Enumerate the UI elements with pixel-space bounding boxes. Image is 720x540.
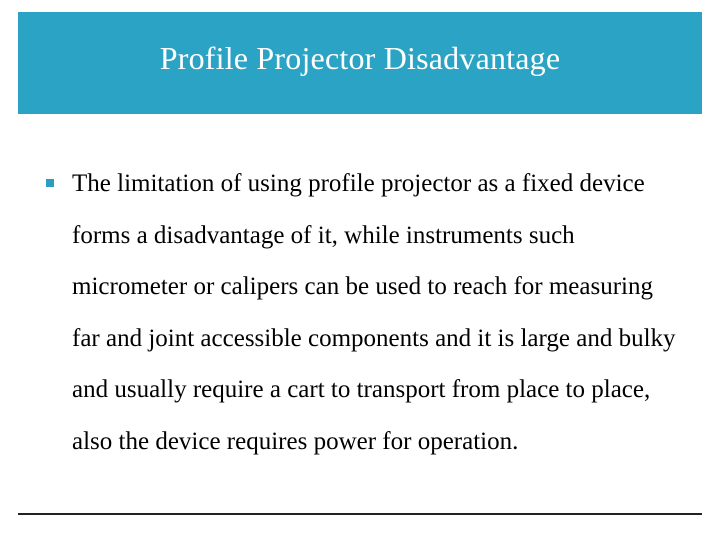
slide-title: Profile Projector Disadvantage — [159, 39, 561, 76]
bullet-item — [46, 158, 686, 467]
title-band — [18, 12, 702, 114]
bottom-divider — [18, 513, 702, 515]
bullet-list — [46, 158, 686, 467]
square-bullet-icon — [46, 179, 54, 187]
bullet-text: The limitation of using profile projector as a fixed device forms a disadvantage of it, while instruments such micrometer or calipers can be used to reach for measuring far and joint accessible components and it is large and bulky and usually require a cart to transport from place to place, also the device requires power for operation. — [72, 170, 676, 455]
